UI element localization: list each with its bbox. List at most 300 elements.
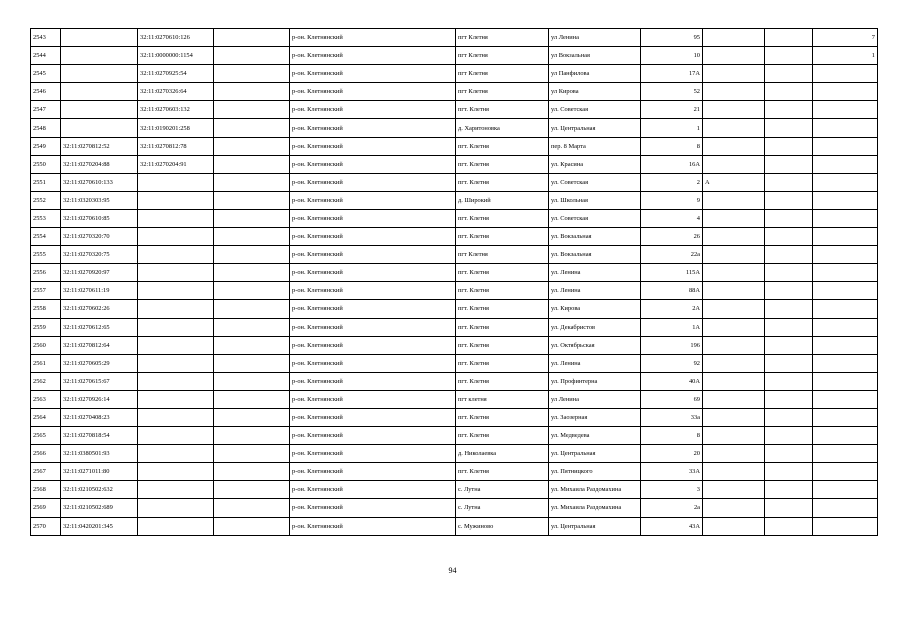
cell-row-number: 2553 [31, 209, 61, 227]
cell-settlement: пгт Клетня [456, 47, 549, 65]
cell-count [813, 481, 878, 499]
cell-letter [703, 47, 765, 65]
table-row [31, 354, 878, 372]
cell-count: 7 [813, 29, 878, 47]
cell-district: р-он. Клетнянский [290, 372, 456, 390]
cell-cadastral-number-a: 32:11:0270610:133 [61, 173, 138, 191]
cell-cadastral-number-a: 32:11:0210502:632 [61, 481, 138, 499]
cell-settlement: пгт. Клетня [456, 354, 549, 372]
cell-letter [703, 228, 765, 246]
cell-count [813, 282, 878, 300]
cell-row-number: 2554 [31, 228, 61, 246]
cell-street: ул. Школьная [549, 191, 641, 209]
cell-row-number: 2545 [31, 65, 61, 83]
cell-letter: А [703, 173, 765, 191]
cell-unit [765, 173, 813, 191]
table-row [31, 445, 878, 463]
cell-street: ул Кирова [549, 83, 641, 101]
cell-cadastral-number-a: 32:11:0270612:65 [61, 318, 138, 336]
cell-cadastral-number-c [214, 209, 290, 227]
cell-cadastral-number-c [214, 101, 290, 119]
cell-cadastral-number-b [138, 372, 214, 390]
cell-settlement: пгт. Клетня [456, 463, 549, 481]
cell-street: ул. Декабристов [549, 318, 641, 336]
cell-count [813, 137, 878, 155]
cell-cadastral-number-c [214, 517, 290, 535]
cell-street: ул. Вокзальная [549, 228, 641, 246]
cell-count [813, 191, 878, 209]
cell-settlement: пгт. Клетня [456, 300, 549, 318]
cell-unit [765, 65, 813, 83]
cell-row-number: 2552 [31, 191, 61, 209]
cell-house-number: 3 [641, 481, 703, 499]
cell-house-number: 69 [641, 390, 703, 408]
cell-cadastral-number-a: 32:11:0270320:70 [61, 228, 138, 246]
cell-district: р-он. Клетнянский [290, 445, 456, 463]
table-row [31, 47, 878, 65]
cell-cadastral-number-c [214, 155, 290, 173]
cell-district: р-он. Клетнянский [290, 83, 456, 101]
cell-district: р-он. Клетнянский [290, 481, 456, 499]
cell-unit [765, 246, 813, 264]
cell-district: р-он. Клетнянский [290, 318, 456, 336]
cell-district: р-он. Клетнянский [290, 427, 456, 445]
table-row [31, 264, 878, 282]
cell-letter [703, 29, 765, 47]
cell-district: р-он. Клетнянский [290, 354, 456, 372]
cell-unit [765, 300, 813, 318]
cell-cadastral-number-b: 32:11:0000000:1154 [138, 47, 214, 65]
cell-count [813, 517, 878, 535]
cell-settlement: пгт. Клетня [456, 264, 549, 282]
cell-unit [765, 372, 813, 390]
cell-street: ул. Советская [549, 101, 641, 119]
cell-house-number: 8 [641, 427, 703, 445]
cell-letter [703, 445, 765, 463]
table-row [31, 427, 878, 445]
cell-cadastral-number-a: 32:11:0270610:85 [61, 209, 138, 227]
cell-cadastral-number-a: 32:11:0270320:75 [61, 246, 138, 264]
cell-letter [703, 209, 765, 227]
table-row [31, 65, 878, 83]
cell-street: пер. 8 Марта [549, 137, 641, 155]
cell-district: р-он. Клетнянский [290, 463, 456, 481]
cell-street: ул. Профинтерна [549, 372, 641, 390]
cell-house-number: 2 [641, 173, 703, 191]
cell-row-number: 2568 [31, 481, 61, 499]
cell-unit [765, 463, 813, 481]
cell-house-number: 33А [641, 463, 703, 481]
cell-cadastral-number-c [214, 390, 290, 408]
cell-cadastral-number-c [214, 83, 290, 101]
cell-count [813, 228, 878, 246]
cell-letter [703, 101, 765, 119]
cell-cadastral-number-a: 32:11:0320303:95 [61, 191, 138, 209]
cell-unit [765, 228, 813, 246]
cell-settlement: пгт Клетня [456, 83, 549, 101]
cell-cadastral-number-c [214, 29, 290, 47]
cell-letter [703, 246, 765, 264]
cell-district: р-он. Клетнянский [290, 517, 456, 535]
table-row [31, 173, 878, 191]
cell-row-number: 2547 [31, 101, 61, 119]
table-row [31, 83, 878, 101]
cell-cadastral-number-b [138, 390, 214, 408]
table-row [31, 300, 878, 318]
cell-district: р-он. Клетнянский [290, 228, 456, 246]
cell-count [813, 119, 878, 137]
table-row [31, 517, 878, 535]
cell-cadastral-number-c [214, 300, 290, 318]
cell-cadastral-number-c [214, 372, 290, 390]
cell-count: 1 [813, 47, 878, 65]
cell-cadastral-number-a: 32:11:0210502:689 [61, 499, 138, 517]
cell-row-number: 2557 [31, 282, 61, 300]
cell-house-number: 115А [641, 264, 703, 282]
cell-letter [703, 191, 765, 209]
cell-cadastral-number-a [61, 119, 138, 137]
cell-settlement: пгт. Клетня [456, 282, 549, 300]
cell-settlement: пгт. Клетня [456, 372, 549, 390]
table-row [31, 282, 878, 300]
table-row [31, 191, 878, 209]
cell-cadastral-number-a: 32:11:0270611:19 [61, 282, 138, 300]
cell-cadastral-number-b [138, 264, 214, 282]
cell-cadastral-number-b [138, 481, 214, 499]
cell-house-number: 88А [641, 282, 703, 300]
cell-cadastral-number-c [214, 336, 290, 354]
cell-street: ул. Заозерная [549, 408, 641, 426]
cell-district: р-он. Клетнянский [290, 408, 456, 426]
cell-letter [703, 408, 765, 426]
cell-district: р-он. Клетнянский [290, 336, 456, 354]
cell-letter [703, 463, 765, 481]
cell-cadastral-number-b [138, 300, 214, 318]
cell-district: р-он. Клетнянский [290, 209, 456, 227]
cell-cadastral-number-b: 32:11:0270204:91 [138, 155, 214, 173]
cell-district: р-он. Клетнянский [290, 47, 456, 65]
cell-cadastral-number-b [138, 499, 214, 517]
register-table [30, 28, 878, 536]
table-row [31, 29, 878, 47]
cell-street: ул Ленина [549, 390, 641, 408]
table-row [31, 209, 878, 227]
cell-letter [703, 318, 765, 336]
cell-row-number: 2555 [31, 246, 61, 264]
cell-count [813, 155, 878, 173]
cell-letter [703, 264, 765, 282]
cell-cadastral-number-c [214, 282, 290, 300]
cell-unit [765, 499, 813, 517]
cell-count [813, 318, 878, 336]
cell-cadastral-number-c [214, 427, 290, 445]
cell-letter [703, 481, 765, 499]
cell-letter [703, 119, 765, 137]
cell-house-number: 4 [641, 209, 703, 227]
cell-house-number: 52 [641, 83, 703, 101]
cell-district: р-он. Клетнянский [290, 173, 456, 191]
cell-street: ул. Ленина [549, 354, 641, 372]
cell-district: р-он. Клетнянский [290, 282, 456, 300]
cell-cadastral-number-a [61, 65, 138, 83]
cell-settlement: пгт. Клетня [456, 318, 549, 336]
cell-cadastral-number-b [138, 318, 214, 336]
cell-street: ул. Михаила Раздомахина [549, 481, 641, 499]
cell-district: р-он. Клетнянский [290, 390, 456, 408]
cell-cadastral-number-c [214, 47, 290, 65]
cell-count [813, 209, 878, 227]
cell-row-number: 2564 [31, 408, 61, 426]
cell-district: р-он. Клетнянский [290, 119, 456, 137]
cell-district: р-он. Клетнянский [290, 101, 456, 119]
cell-house-number: 10 [641, 47, 703, 65]
cell-row-number: 2560 [31, 336, 61, 354]
cell-cadastral-number-a: 32:11:0270605:29 [61, 354, 138, 372]
cell-cadastral-number-c [214, 481, 290, 499]
cell-settlement: пгт. Клетня [456, 137, 549, 155]
cell-count [813, 173, 878, 191]
cell-unit [765, 445, 813, 463]
cell-cadastral-number-c [214, 354, 290, 372]
cell-row-number: 2567 [31, 463, 61, 481]
cell-cadastral-number-b [138, 517, 214, 535]
cell-house-number: 95 [641, 29, 703, 47]
cell-settlement: пгт Клетня [456, 65, 549, 83]
cell-cadastral-number-c [214, 137, 290, 155]
cell-row-number: 2551 [31, 173, 61, 191]
cell-count [813, 336, 878, 354]
cell-count [813, 408, 878, 426]
table-row [31, 336, 878, 354]
cell-unit [765, 408, 813, 426]
cell-letter [703, 65, 765, 83]
cell-unit [765, 83, 813, 101]
cell-count [813, 246, 878, 264]
cell-cadastral-number-a: 32:11:0270602:26 [61, 300, 138, 318]
cell-cadastral-number-a: 32:11:0270615:67 [61, 372, 138, 390]
cell-house-number: 2а [641, 499, 703, 517]
cell-settlement: пгт. Клетня [456, 173, 549, 191]
cell-settlement: д. Николаевка [456, 445, 549, 463]
cell-street: ул. Центральная [549, 119, 641, 137]
cell-row-number: 2550 [31, 155, 61, 173]
cell-row-number: 2565 [31, 427, 61, 445]
cell-unit [765, 29, 813, 47]
cell-unit [765, 119, 813, 137]
cell-settlement: пгт. Клетня [456, 427, 549, 445]
cell-settlement: пгт. Клетня [456, 101, 549, 119]
table-row [31, 481, 878, 499]
cell-district: р-он. Клетнянский [290, 29, 456, 47]
cell-cadastral-number-a [61, 83, 138, 101]
cell-row-number: 2556 [31, 264, 61, 282]
cell-unit [765, 264, 813, 282]
cell-house-number: 21 [641, 101, 703, 119]
cell-settlement: с. Лутна [456, 499, 549, 517]
cell-cadastral-number-c [214, 228, 290, 246]
cell-cadastral-number-b [138, 228, 214, 246]
cell-row-number: 2566 [31, 445, 61, 463]
cell-street: ул. Советская [549, 173, 641, 191]
cell-cadastral-number-c [214, 408, 290, 426]
cell-district: р-он. Клетнянский [290, 65, 456, 83]
cell-cadastral-number-c [214, 463, 290, 481]
cell-letter [703, 300, 765, 318]
cell-street: ул. Кирова [549, 300, 641, 318]
cell-cadastral-number-c [214, 445, 290, 463]
cell-row-number: 2559 [31, 318, 61, 336]
table-row [31, 119, 878, 137]
page-number: 94 [448, 566, 457, 575]
cell-street: ул. Октябрьская [549, 336, 641, 354]
cell-district: р-он. Клетнянский [290, 264, 456, 282]
cell-house-number: 92 [641, 354, 703, 372]
cell-unit [765, 155, 813, 173]
cell-cadastral-number-a [61, 47, 138, 65]
cell-settlement: с. Лутна [456, 481, 549, 499]
cell-cadastral-number-b [138, 445, 214, 463]
cell-count [813, 390, 878, 408]
cell-row-number: 2562 [31, 372, 61, 390]
cell-row-number: 2543 [31, 29, 61, 47]
cell-cadastral-number-b [138, 246, 214, 264]
cell-cadastral-number-c [214, 264, 290, 282]
cell-letter [703, 372, 765, 390]
cell-row-number: 2569 [31, 499, 61, 517]
table-row [31, 390, 878, 408]
cell-cadastral-number-b [138, 191, 214, 209]
cell-row-number: 2561 [31, 354, 61, 372]
cell-house-number: 40А [641, 372, 703, 390]
cell-house-number: 22а [641, 246, 703, 264]
cell-letter [703, 517, 765, 535]
cell-row-number: 2549 [31, 137, 61, 155]
cell-street: ул. Советская [549, 209, 641, 227]
cell-unit [765, 336, 813, 354]
cell-district: р-он. Клетнянский [290, 155, 456, 173]
table-row [31, 408, 878, 426]
cell-settlement: пгт. Клетня [456, 408, 549, 426]
cell-unit [765, 390, 813, 408]
cell-count [813, 427, 878, 445]
cell-street: ул. Медведева [549, 427, 641, 445]
cell-cadastral-number-a: 32:11:0271011:80 [61, 463, 138, 481]
cell-settlement: пгт клетня [456, 390, 549, 408]
cell-row-number: 2570 [31, 517, 61, 535]
cell-street: ул Ленина [549, 29, 641, 47]
cell-count [813, 445, 878, 463]
cell-letter [703, 155, 765, 173]
cell-house-number: 2А [641, 300, 703, 318]
cell-house-number: 16А [641, 155, 703, 173]
cell-cadastral-number-b [138, 282, 214, 300]
cell-cadastral-number-b: 32:11:0270610:126 [138, 29, 214, 47]
cell-house-number: 9 [641, 191, 703, 209]
cell-unit [765, 481, 813, 499]
cell-cadastral-number-c [214, 173, 290, 191]
table-row [31, 499, 878, 517]
cell-cadastral-number-c [214, 191, 290, 209]
cell-unit [765, 137, 813, 155]
cell-house-number: 17А [641, 65, 703, 83]
cell-cadastral-number-b [138, 209, 214, 227]
cell-cadastral-number-a [61, 101, 138, 119]
register-body [31, 29, 878, 536]
cell-unit [765, 101, 813, 119]
table-row [31, 372, 878, 390]
cell-house-number: 33а [641, 408, 703, 426]
table-row [31, 228, 878, 246]
cell-cadastral-number-a: 32:11:0270920:97 [61, 264, 138, 282]
cell-unit [765, 47, 813, 65]
cell-cadastral-number-c [214, 246, 290, 264]
cell-street: ул. Центральная [549, 517, 641, 535]
cell-row-number: 2563 [31, 390, 61, 408]
cell-district: р-он. Клетнянский [290, 246, 456, 264]
cell-letter [703, 137, 765, 155]
cell-unit [765, 354, 813, 372]
cell-cadastral-number-a [61, 29, 138, 47]
cell-house-number: 26 [641, 228, 703, 246]
cell-cadastral-number-b [138, 427, 214, 445]
cell-settlement: пгт. Клетня [456, 336, 549, 354]
cell-settlement: пгт Клетня [456, 29, 549, 47]
cell-count [813, 83, 878, 101]
table-row [31, 155, 878, 173]
cell-cadastral-number-b [138, 463, 214, 481]
table-row [31, 101, 878, 119]
cell-cadastral-number-b [138, 173, 214, 191]
cell-cadastral-number-a: 32:11:0270926:14 [61, 390, 138, 408]
cell-district: р-он. Клетнянский [290, 137, 456, 155]
cell-district: р-он. Клетнянский [290, 499, 456, 517]
cell-count [813, 463, 878, 481]
table-row [31, 246, 878, 264]
cell-row-number: 2546 [31, 83, 61, 101]
cell-cadastral-number-a: 32:11:0420201:345 [61, 517, 138, 535]
cell-settlement: пгт. Клетня [456, 228, 549, 246]
cell-cadastral-number-c [214, 499, 290, 517]
cell-letter [703, 390, 765, 408]
cell-letter [703, 282, 765, 300]
cell-unit [765, 209, 813, 227]
cell-street: ул. Пятницкого [549, 463, 641, 481]
cell-settlement: д. Широкий [456, 191, 549, 209]
cell-settlement: пгт Клетня [456, 246, 549, 264]
cell-count [813, 264, 878, 282]
cell-letter [703, 499, 765, 517]
cell-district: р-он. Клетнянский [290, 300, 456, 318]
cell-letter [703, 427, 765, 445]
cell-letter [703, 336, 765, 354]
cell-house-number: 8 [641, 137, 703, 155]
table-row [31, 318, 878, 336]
cell-settlement: пгт. Клетня [456, 209, 549, 227]
cell-count [813, 101, 878, 119]
cell-unit [765, 318, 813, 336]
cell-district: р-он. Клетнянский [290, 191, 456, 209]
cell-unit [765, 517, 813, 535]
cell-house-number: 43А [641, 517, 703, 535]
cell-house-number: 1 [641, 119, 703, 137]
cell-unit [765, 191, 813, 209]
cell-cadastral-number-a: 32:11:0270204:88 [61, 155, 138, 173]
cell-cadastral-number-b: 32:11:0270812:78 [138, 137, 214, 155]
cell-cadastral-number-b: 32:11:0270326:64 [138, 83, 214, 101]
cell-house-number: 196 [641, 336, 703, 354]
cell-row-number: 2544 [31, 47, 61, 65]
cell-cadastral-number-c [214, 119, 290, 137]
